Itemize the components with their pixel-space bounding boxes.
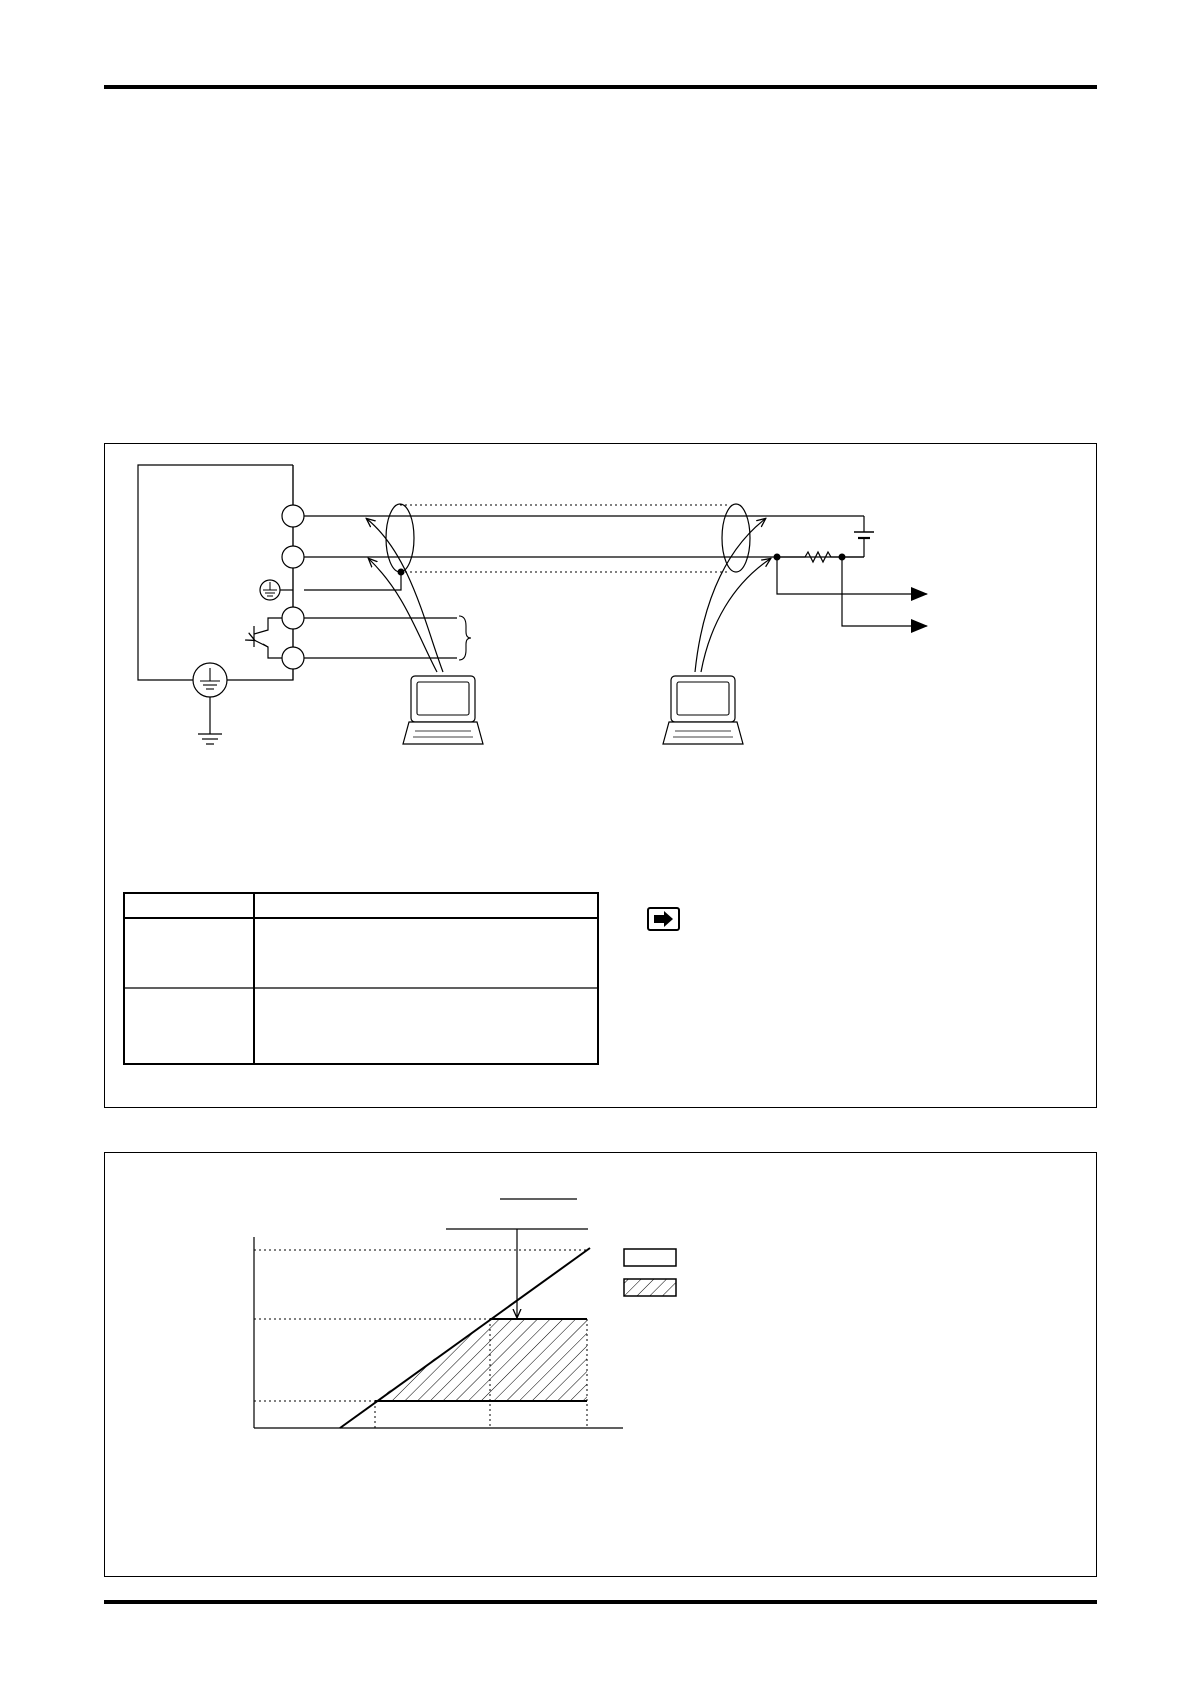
- transistor-icon: [254, 618, 282, 658]
- terminal-2: [282, 546, 304, 568]
- wiring-diagram: [105, 444, 1096, 1107]
- battery-icon: [854, 516, 874, 557]
- spec-table: [124, 893, 598, 1064]
- terminal-1: [282, 505, 304, 527]
- shielded-cable: [386, 504, 750, 572]
- terminal-3: [282, 607, 304, 629]
- resistor-icon: [777, 552, 864, 562]
- earth-ground-icon: [193, 663, 227, 744]
- device-enclosure: [138, 465, 293, 680]
- laptop-icon: [403, 676, 483, 744]
- legend-swatch-empty: [624, 1249, 676, 1266]
- legend-swatch-hatched: [624, 1279, 676, 1296]
- range-graph-panel: [104, 1152, 1097, 1577]
- output-arrow-1: [777, 557, 927, 594]
- range-graph: [105, 1153, 1096, 1576]
- header-rule: [104, 85, 1097, 89]
- brace: [459, 616, 471, 660]
- right-arrow-note-icon: [648, 908, 679, 930]
- laptop-icon: [663, 676, 743, 744]
- output-arrow-2: [842, 557, 927, 626]
- operating-region: [375, 1319, 587, 1401]
- wiring-diagram-panel: [104, 443, 1097, 1108]
- footer-rule: [104, 1600, 1097, 1604]
- frame-ground-icon: [260, 580, 293, 600]
- terminal-4: [282, 647, 304, 669]
